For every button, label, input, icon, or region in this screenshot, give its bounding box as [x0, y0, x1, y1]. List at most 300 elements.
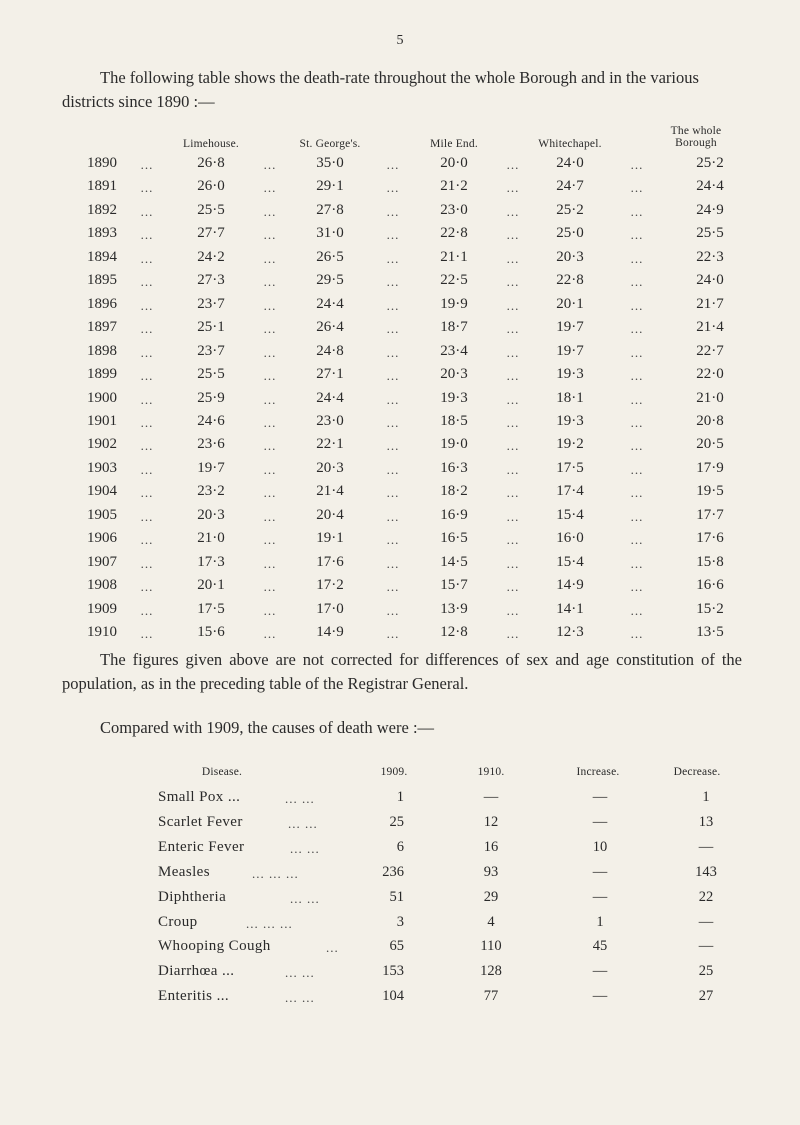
cell-whitechapel: 18·1 — [556, 389, 584, 406]
leader-dots: ... — [630, 414, 644, 430]
cell-limehouse: 26·0 — [197, 178, 225, 195]
leader-dots: ... ... — [288, 815, 318, 831]
leader-dots: ... — [140, 250, 154, 266]
cell-year: 1908 — [87, 577, 117, 594]
cell-1909: 25 — [389, 813, 404, 830]
cell-increase: 45 — [592, 938, 608, 955]
cell-limehouse: 24·6 — [197, 412, 225, 429]
leader-dots: ... — [506, 227, 520, 243]
cell-mile-end: 19·3 — [440, 389, 468, 406]
leader-dots: ... ... — [290, 890, 320, 906]
cell-decrease: — — [698, 913, 714, 930]
leader-dots: ... — [140, 180, 154, 196]
leader-dots: ... — [386, 579, 400, 595]
cell-st-georges: 21·4 — [316, 483, 344, 500]
cell-whole-borough: 15·8 — [696, 553, 724, 570]
leader-dots: ... — [386, 461, 400, 477]
cell-st-georges: 26·4 — [316, 319, 344, 336]
death-rate-row — [0, 155, 800, 175]
cell-year: 1896 — [87, 295, 117, 312]
cell-st-georges: 23·0 — [316, 412, 344, 429]
leader-dots: ... — [386, 485, 400, 501]
leader-dots: ... — [386, 227, 400, 243]
cell-decrease: 1 — [702, 789, 710, 805]
causes-header-row — [0, 766, 800, 786]
leader-dots: ... — [630, 203, 644, 219]
causes-row — [0, 988, 800, 1008]
cell-disease: Enteritis ... — [158, 988, 230, 1005]
cell-whitechapel: 16·0 — [556, 530, 584, 547]
header-mile-end: Mile End. — [430, 138, 478, 150]
cell-increase: 1 — [596, 913, 604, 930]
leader-dots: ... — [140, 414, 154, 430]
causes-row — [0, 963, 800, 983]
cell-1909: 3 — [396, 913, 404, 930]
cell-disease: Diarrhœa ... — [158, 963, 235, 980]
cell-1910: 128 — [480, 963, 502, 980]
cell-whitechapel: 19·7 — [556, 342, 584, 359]
death-rate-row — [0, 624, 800, 644]
leader-dots: ... — [630, 508, 644, 524]
cell-year: 1900 — [87, 389, 117, 406]
causes-row — [0, 889, 800, 909]
leader-dots: ... — [140, 461, 154, 477]
cell-whitechapel: 22·8 — [556, 272, 584, 289]
death-rate-row — [0, 460, 800, 480]
leader-dots: ... — [506, 508, 520, 524]
cell-1910: 110 — [480, 938, 502, 955]
cell-limehouse: 27·3 — [197, 272, 225, 289]
cell-mile-end: 22·5 — [440, 272, 468, 289]
leader-dots: ... — [386, 532, 400, 548]
cell-limehouse: 23·7 — [197, 295, 225, 312]
leader-dots: ... — [506, 157, 520, 172]
cell-whole-borough: 13·5 — [696, 624, 724, 640]
death-rate-row — [0, 366, 800, 386]
leader-dots: ... — [506, 297, 520, 313]
cell-whitechapel: 14·1 — [556, 600, 584, 617]
leader-dots: ... — [506, 391, 520, 407]
leader-dots: ... — [630, 602, 644, 618]
causes-row — [0, 789, 800, 809]
header-1910: 1910. — [477, 766, 505, 778]
cell-year: 1903 — [87, 459, 117, 476]
cell-st-georges: 19·1 — [316, 530, 344, 547]
comparison-intro: Compared with 1909, the causes of death were :— — [100, 718, 435, 737]
leader-dots: ... — [506, 180, 520, 196]
cell-mile-end: 23·0 — [440, 201, 468, 218]
cell-decrease: — — [698, 938, 714, 955]
leader-dots: ... — [386, 602, 400, 618]
cell-year: 1890 — [87, 155, 117, 171]
header-increase: Increase. — [576, 766, 620, 778]
cell-mile-end: 14·5 — [440, 553, 468, 570]
cell-whole-borough: 20·5 — [696, 436, 724, 453]
leader-dots: ... — [263, 321, 277, 337]
cell-limehouse: 19·7 — [197, 459, 225, 476]
leader-dots: ... — [386, 297, 400, 313]
leader-dots: ... — [506, 485, 520, 501]
cell-year: 1910 — [87, 624, 117, 640]
cell-year: 1891 — [87, 178, 117, 195]
cell-disease: Whooping Cough — [158, 938, 271, 955]
cell-whole-borough: 24·0 — [696, 272, 724, 289]
cell-limehouse: 25·5 — [197, 201, 225, 218]
leader-dots: ... — [140, 532, 154, 548]
cell-year: 1893 — [87, 225, 117, 242]
leader-dots: ... — [386, 555, 400, 571]
cell-1909: 153 — [382, 963, 404, 980]
cell-whole-borough: 22·7 — [696, 342, 724, 359]
cell-st-georges: 29·5 — [316, 272, 344, 289]
leader-dots: ... — [506, 461, 520, 477]
leader-dots: ... — [386, 274, 400, 290]
cell-whole-borough: 17·6 — [696, 530, 724, 547]
cell-year: 1899 — [87, 366, 117, 383]
leader-dots: ... — [140, 485, 154, 501]
cell-whitechapel: 19·3 — [556, 412, 584, 429]
cell-1910: 12 — [483, 813, 499, 830]
causes-row — [0, 938, 800, 958]
cell-limehouse: 20·1 — [197, 577, 225, 594]
cell-year: 1898 — [87, 342, 117, 359]
cell-mile-end: 13·9 — [440, 600, 468, 617]
cell-mile-end: 20·0 — [440, 155, 468, 171]
cell-whole-borough: 24·4 — [696, 178, 724, 195]
cell-1910: 29 — [483, 888, 499, 905]
cell-increase: — — [592, 863, 608, 880]
cell-year: 1897 — [87, 319, 117, 336]
death-rate-row — [0, 530, 800, 550]
cell-whitechapel: 17·5 — [556, 459, 584, 476]
leader-dots: ... — [630, 368, 644, 384]
death-rate-row — [0, 202, 800, 222]
leader-dots: ... — [386, 391, 400, 407]
leader-dots: ... — [263, 438, 277, 454]
leader-dots: ... — [386, 180, 400, 196]
leader-dots: ... — [506, 250, 520, 266]
cell-mile-end: 20·3 — [440, 366, 468, 383]
cell-mile-end: 21·2 — [440, 178, 468, 195]
cell-st-georges: 31·0 — [316, 225, 344, 242]
cell-st-georges: 17·2 — [316, 577, 344, 594]
leader-dots: ... — [506, 532, 520, 548]
leader-dots: ... — [263, 485, 277, 501]
leader-dots: ... — [630, 626, 644, 641]
death-rate-row — [0, 272, 800, 292]
leader-dots: ... — [506, 602, 520, 618]
leader-dots: ... — [140, 508, 154, 524]
cell-mile-end: 19·0 — [440, 436, 468, 453]
cell-whitechapel: 19·7 — [556, 319, 584, 336]
header-limehouse: Limehouse. — [183, 138, 239, 150]
leader-dots: ... — [506, 626, 520, 641]
cell-decrease: — — [698, 838, 714, 855]
cell-year: 1907 — [87, 553, 117, 570]
cell-decrease: 22 — [698, 888, 714, 905]
cell-whitechapel: 20·3 — [556, 248, 584, 265]
leader-dots: ... — [140, 626, 154, 641]
leader-dots: ... — [506, 274, 520, 290]
cell-st-georges: 24·4 — [316, 295, 344, 312]
cell-whitechapel: 25·0 — [556, 225, 584, 242]
leader-dots: ... — [263, 274, 277, 290]
cell-limehouse: 21·0 — [197, 530, 225, 547]
death-rate-row — [0, 296, 800, 316]
leader-dots: ... — [386, 368, 400, 384]
cell-increase: — — [592, 789, 608, 805]
leader-dots: ... — [630, 157, 644, 172]
death-rate-row — [0, 507, 800, 527]
cell-limehouse: 23·2 — [197, 483, 225, 500]
leader-dots: ... — [263, 250, 277, 266]
cell-disease: Croup — [158, 913, 198, 930]
leader-dots: ... ... — [290, 840, 320, 856]
cell-limehouse: 25·5 — [197, 366, 225, 383]
leader-dots: ... — [386, 438, 400, 454]
leader-dots: ... — [140, 274, 154, 290]
cell-whole-borough: 24·9 — [696, 201, 724, 218]
cell-disease: Scarlet Fever — [158, 813, 243, 830]
leader-dots: ... — [263, 414, 277, 430]
leader-dots: ... — [263, 391, 277, 407]
leader-dots: ... — [386, 203, 400, 219]
leader-dots: ... — [630, 297, 644, 313]
cell-st-georges: 14·9 — [316, 624, 344, 640]
cell-1910: — — [483, 789, 499, 805]
cell-year: 1906 — [87, 530, 117, 547]
cell-decrease: 143 — [695, 863, 717, 880]
cell-whole-borough: 16·6 — [696, 577, 724, 594]
leader-dots: ... — [506, 344, 520, 360]
death-rate-row — [0, 601, 800, 621]
cell-st-georges: 24·4 — [316, 389, 344, 406]
cell-whitechapel: 17·4 — [556, 483, 584, 500]
cell-limehouse: 24·2 — [197, 248, 225, 265]
cell-limehouse: 27·7 — [197, 225, 225, 242]
cell-mile-end: 18·2 — [440, 483, 468, 500]
leader-dots: ... ... — [285, 791, 315, 806]
leader-dots: ... — [140, 602, 154, 618]
leader-dots: ... — [263, 368, 277, 384]
cell-st-georges: 26·5 — [316, 248, 344, 265]
leader-dots: ... — [386, 626, 400, 641]
leader-dots: ... — [263, 532, 277, 548]
leader-dots: ... ... — [285, 990, 315, 1006]
death-rate-row — [0, 343, 800, 363]
intro-paragraph: The following table shows the death-rate throughout the whole Borough and in the various districts since 1890 :— — [62, 68, 699, 111]
death-rate-row — [0, 225, 800, 245]
leader-dots: ... — [630, 274, 644, 290]
leader-dots: ... — [386, 157, 400, 172]
cell-1909: 1 — [396, 789, 404, 805]
causes-row — [0, 839, 800, 859]
causes-row — [0, 864, 800, 884]
leader-dots: ... — [140, 227, 154, 243]
cell-whole-borough: 22·0 — [696, 366, 724, 383]
leader-dots: ... — [630, 391, 644, 407]
cell-whole-borough: 25·5 — [696, 225, 724, 242]
leader-dots: ... — [506, 555, 520, 571]
leader-dots: ... — [263, 461, 277, 477]
leader-dots: ... — [386, 250, 400, 266]
cell-limehouse: 25·1 — [197, 319, 225, 336]
page-number: 5 — [396, 33, 404, 48]
cell-whitechapel: 19·3 — [556, 366, 584, 383]
cell-st-georges: 35·0 — [316, 155, 344, 171]
leader-dots: ... — [506, 321, 520, 337]
cell-whitechapel: 20·1 — [556, 295, 584, 312]
cell-limehouse: 23·7 — [197, 342, 225, 359]
cell-1909: 65 — [389, 938, 404, 955]
note-paragraph: The figures given above are not corrected for differences of sex and age constitution of the population, as in the preceding table of the Registrar General. — [62, 650, 742, 693]
cell-decrease: 25 — [698, 963, 714, 980]
leader-dots: ... — [140, 579, 154, 595]
leader-dots: ... — [140, 344, 154, 360]
cell-whitechapel: 15·4 — [556, 506, 584, 523]
cell-limehouse: 17·5 — [197, 600, 225, 617]
cell-whole-borough: 21·7 — [696, 295, 724, 312]
cell-1910: 4 — [487, 913, 495, 930]
death-rate-row — [0, 436, 800, 456]
cell-whitechapel: 15·4 — [556, 553, 584, 570]
death-rate-row — [0, 319, 800, 339]
cell-mile-end: 16·9 — [440, 506, 468, 523]
leader-dots: ... — [263, 297, 277, 313]
cell-year: 1902 — [87, 436, 117, 453]
cell-limehouse: 17·3 — [197, 553, 225, 570]
cell-year: 1894 — [87, 248, 117, 265]
leader-dots: ... — [630, 461, 644, 477]
header-whole-borough-line2: Borough — [675, 137, 717, 149]
cell-st-georges: 20·4 — [316, 506, 344, 523]
leader-dots: ... ... ... — [246, 915, 293, 931]
cell-increase: 10 — [592, 838, 608, 855]
leader-dots: ... — [263, 157, 277, 172]
leader-dots: ... — [630, 579, 644, 595]
cell-whitechapel: 14·9 — [556, 577, 584, 594]
leader-dots: ... — [630, 250, 644, 266]
cell-1910: 77 — [483, 988, 499, 1005]
leader-dots: ... — [386, 508, 400, 524]
cell-mile-end: 16·3 — [440, 459, 468, 476]
cell-decrease: 13 — [698, 813, 714, 830]
leader-dots: ... — [263, 602, 277, 618]
header-decrease: Decrease. — [673, 766, 721, 778]
cell-limehouse: 23·6 — [197, 436, 225, 453]
cell-st-georges: 17·6 — [316, 553, 344, 570]
cell-whole-borough: 20·8 — [696, 412, 724, 429]
cell-limehouse: 20·3 — [197, 506, 225, 523]
header-disease: Disease. — [201, 766, 243, 778]
leader-dots: ... — [630, 485, 644, 501]
cell-whole-borough: 17·7 — [696, 506, 724, 523]
causes-row — [0, 814, 800, 834]
cell-whole-borough: 21·0 — [696, 389, 724, 406]
cell-mile-end: 23·4 — [440, 342, 468, 359]
leader-dots: ... ... — [285, 965, 315, 981]
cell-increase: — — [592, 963, 608, 980]
cell-mile-end: 16·5 — [440, 530, 468, 547]
cell-whitechapel: 12·3 — [556, 624, 584, 640]
cell-whitechapel: 24·0 — [556, 155, 584, 171]
cell-whole-borough: 21·4 — [696, 319, 724, 336]
leader-dots: ... — [263, 579, 277, 595]
cell-st-georges: 27·8 — [316, 201, 344, 218]
cell-mile-end: 21·1 — [440, 248, 468, 265]
leader-dots: ... — [506, 203, 520, 219]
cell-whole-borough: 19·5 — [696, 483, 724, 500]
leader-dots: ... — [386, 344, 400, 360]
leader-dots: ... — [386, 321, 400, 337]
leader-dots: ... — [263, 508, 277, 524]
cell-whole-borough: 17·9 — [696, 459, 724, 476]
cell-st-georges: 20·3 — [316, 459, 344, 476]
leader-dots: ... — [263, 180, 277, 196]
cell-increase: — — [592, 988, 608, 1005]
cell-year: 1909 — [87, 600, 117, 617]
leader-dots: ... — [630, 344, 644, 360]
cell-1910: 93 — [483, 863, 499, 880]
cell-whitechapel: 19·2 — [556, 436, 584, 453]
cell-decrease: 27 — [698, 988, 714, 1005]
leader-dots: ... — [630, 180, 644, 196]
death-rate-row — [0, 413, 800, 433]
cell-1909: 236 — [382, 863, 404, 880]
cell-whole-borough: 22·3 — [696, 248, 724, 265]
cell-whitechapel: 24·7 — [556, 178, 584, 195]
cell-disease: Enteric Fever — [158, 838, 245, 855]
header-1909: 1909. — [380, 766, 408, 778]
leader-dots: ... — [386, 414, 400, 430]
death-rate-row — [0, 249, 800, 269]
cell-st-georges: 17·0 — [316, 600, 344, 617]
leader-dots: ... — [506, 579, 520, 595]
death-rate-row — [0, 554, 800, 574]
leader-dots: ... — [140, 203, 154, 219]
leader-dots: ... — [506, 438, 520, 454]
cell-year: 1901 — [87, 412, 117, 429]
cell-increase: — — [592, 813, 608, 830]
leader-dots: ... — [630, 227, 644, 243]
cell-1910: 16 — [483, 838, 499, 855]
leader-dots: ... — [263, 555, 277, 571]
cell-whole-borough: 15·2 — [696, 600, 724, 617]
cell-disease: Small Pox ... — [158, 789, 241, 805]
cell-1909: 104 — [382, 988, 404, 1005]
leader-dots: ... — [506, 368, 520, 384]
cell-st-georges: 29·1 — [316, 178, 344, 195]
leader-dots: ... — [140, 438, 154, 454]
leader-dots: ... — [263, 344, 277, 360]
leader-dots: ... — [630, 321, 644, 337]
leader-dots: ... — [140, 321, 154, 337]
leader-dots: ... — [506, 414, 520, 430]
death-rate-row — [0, 483, 800, 503]
leader-dots: ... — [140, 368, 154, 384]
header-whole-borough-line1: The whole — [670, 125, 722, 137]
cell-limehouse: 15·6 — [197, 624, 225, 640]
cell-mile-end: 15·7 — [440, 577, 468, 594]
cell-mile-end: 19·9 — [440, 295, 468, 312]
leader-dots: ... — [140, 297, 154, 313]
cell-increase: — — [592, 888, 608, 905]
death-rate-row — [0, 390, 800, 410]
death-rate-row — [0, 577, 800, 597]
cell-whole-borough: 25·2 — [696, 155, 724, 171]
leader-dots: ... — [630, 438, 644, 454]
leader-dots: ... — [263, 227, 277, 243]
